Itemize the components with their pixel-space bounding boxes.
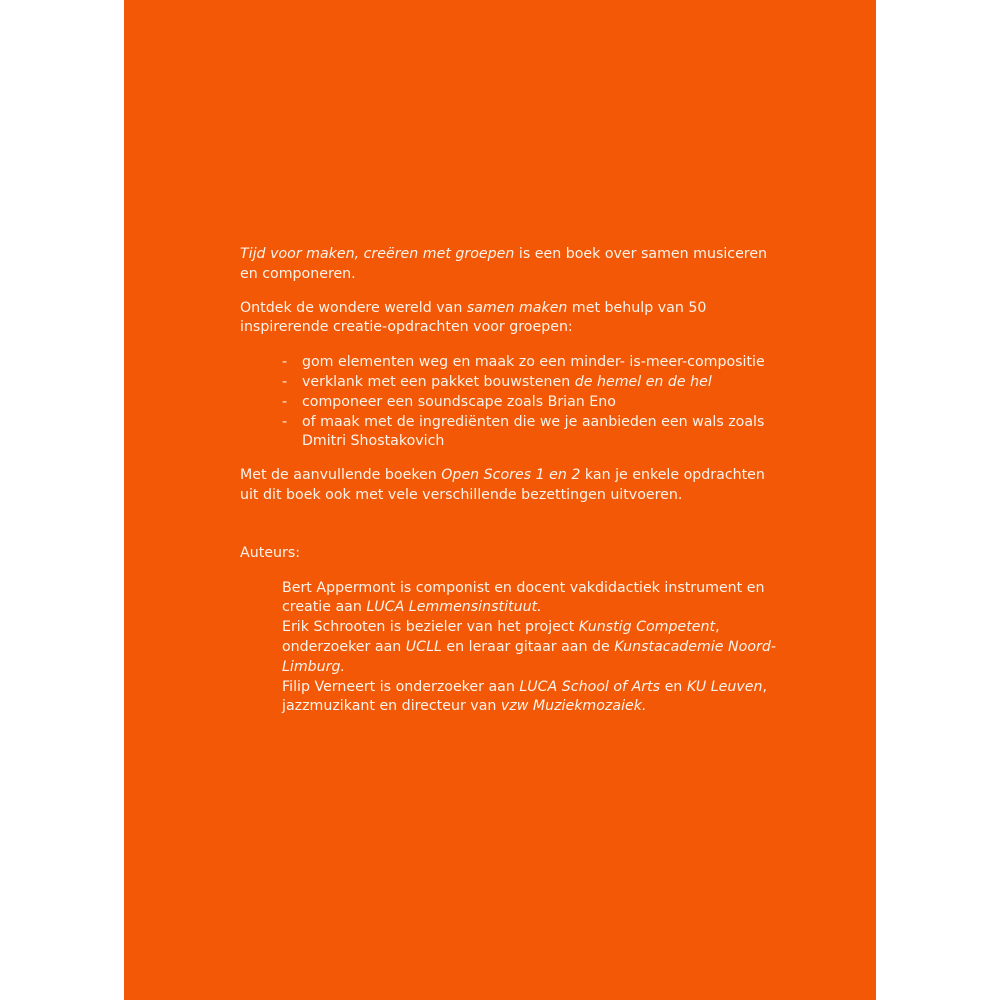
- list-item-italic: de hemel en de hel: [574, 373, 712, 390]
- list-dash: -: [282, 413, 288, 430]
- assignment-list: [240, 353, 780, 452]
- discover-text-end: met behulp van 50 inspirerende creatie-opdrachten voor groepen:: [240, 299, 707, 336]
- list-item-text: of maak met de ingrediënten die we je aanbieden een wals zoals Dmitri Shostakovich: [302, 413, 765, 450]
- supplementary-text-end: kan je enkele opdrachten uit dit boek ook met vele verschillende bezettingen uitvoeren.: [240, 467, 765, 503]
- supplementary-books-paragraph: [240, 466, 780, 506]
- author-filip-text-2: en: [660, 678, 687, 695]
- author-bert-text: Bert Appermont is componist en docent vakdidactiek instrument en creatie aan: [282, 579, 765, 616]
- list-dash: -: [282, 354, 288, 371]
- author-filip: [282, 678, 802, 718]
- intro-paragraph: [240, 245, 780, 285]
- author-bert-italic: LUCA Lemmensinstituut.: [366, 599, 542, 616]
- author-erik-text-1: Erik Schrooten is bezieler van het project: [282, 619, 579, 636]
- discover-text-start: Ontdek de wondere wereld van: [240, 299, 467, 316]
- author-filip-text-3: , jazzmuzikant en directeur van: [282, 678, 768, 715]
- book-title: Tijd voor maken, creëren met groepen: [240, 246, 515, 262]
- list-item: [240, 393, 780, 413]
- author-filip-text-1: Filip Verneert is onderzoeker aan: [282, 678, 520, 695]
- list-dash: -: [282, 373, 288, 390]
- list-item-text: verklank met een pakket bouwstenen: [302, 373, 575, 390]
- list-item: [240, 353, 780, 373]
- back-cover-page: [124, 0, 876, 1000]
- list-dash: -: [282, 393, 288, 410]
- back-cover-text: [240, 245, 780, 717]
- list-item-text: gom elementen weg en maak zo een minder- is-meer-compositie: [302, 354, 765, 371]
- list-item-text: componeer een soundscape zoals Brian Eno: [302, 393, 616, 410]
- supplementary-italic: Open Scores 1 en 2: [441, 467, 581, 484]
- author-filip-italic-3: vzw Muziekmozaiek.: [500, 698, 647, 715]
- list-item: [240, 413, 780, 453]
- author-erik-text-2: , onderzoeker aan: [282, 619, 720, 655]
- authors-block: [240, 579, 802, 718]
- author-erik-italic-2: UCLL: [405, 638, 442, 655]
- author-erik-italic-3: Kunstacademie Noord-Limburg.: [282, 638, 776, 675]
- author-bert: [282, 579, 802, 619]
- author-erik: [282, 618, 802, 677]
- list-item: [240, 373, 780, 393]
- author-erik-italic-1: Kunstig Competent: [578, 619, 716, 636]
- discover-paragraph: [240, 299, 780, 339]
- authors-heading: Auteurs:: [240, 544, 300, 561]
- author-erik-text-3: en leraar gitaar aan de: [441, 638, 615, 655]
- supplementary-text-start: Met de aanvullende boeken: [240, 467, 442, 484]
- intro-text: is een boek over samen musiceren en componeren.: [240, 246, 768, 282]
- discover-italic: samen maken: [466, 299, 568, 316]
- author-filip-italic-1: LUCA School of Arts: [519, 678, 661, 695]
- author-filip-italic-2: KU Leuven: [686, 678, 763, 695]
